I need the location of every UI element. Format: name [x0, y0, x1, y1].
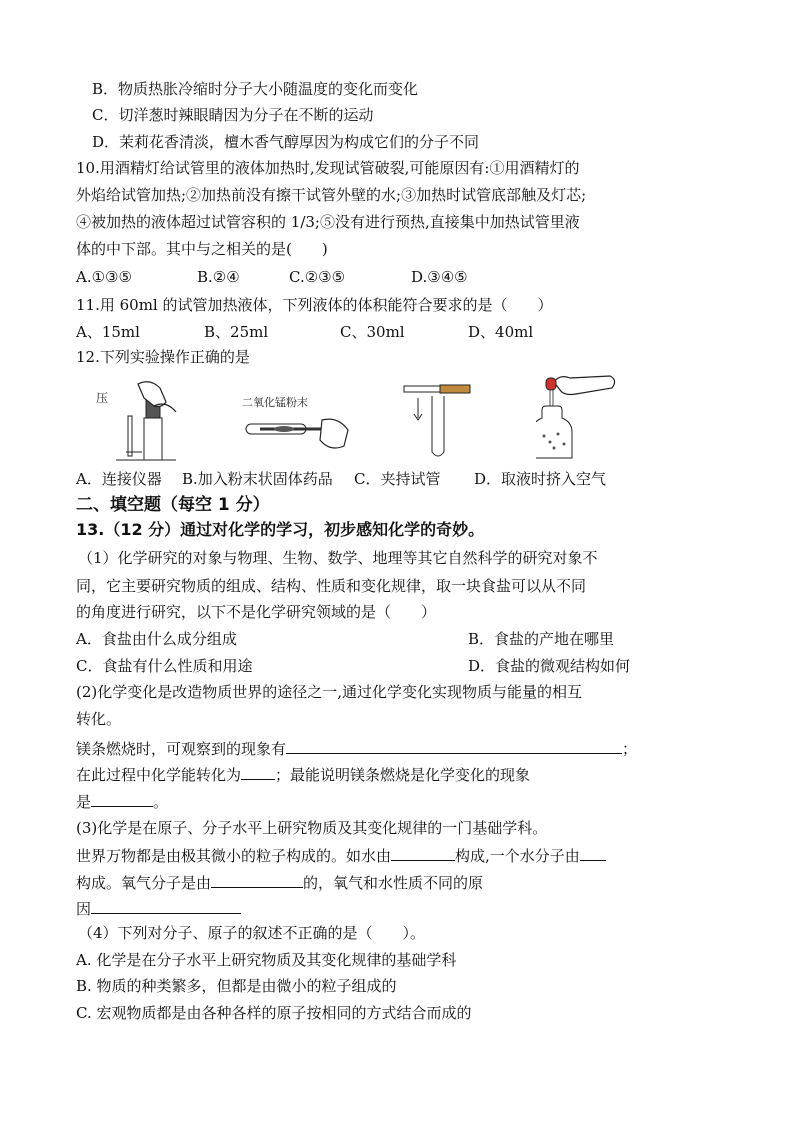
q13-p1-option-d: D．食盐的微观结构如何	[468, 657, 631, 675]
q10-stem-line4: 体的中下部。其中与之相关的是( )	[76, 240, 328, 258]
q13-p3-line4-text: 因	[76, 900, 92, 918]
q13-p2-line3-end: ；	[622, 740, 638, 758]
q13-p4-stem: （4）下列对分子、原子的叙述不正确的是（ ）。	[78, 924, 426, 942]
q10-options	[76, 267, 468, 287]
q13-p2-line4	[76, 764, 530, 785]
q13-p3-line3	[76, 872, 483, 893]
q10-option: B.②④	[197, 268, 240, 286]
answer-blank-reason[interactable]	[91, 898, 241, 914]
q9-option-d: D．茉莉花香清淡，檀木香气醇厚因为构成它们的分子不同	[92, 133, 480, 151]
q10-option: D.③④⑤	[411, 268, 468, 286]
q13-p3-line2b: 构成,一个水分子由	[455, 847, 580, 865]
q13-p2-line5a: 是	[76, 793, 92, 811]
q11-options	[76, 322, 533, 342]
q13-p2-line1: (2)化学变化是改造物质世界的途径之一,通过化学变化实现物质与能量的相互	[76, 683, 583, 701]
q11-option: D、40ml	[468, 323, 534, 341]
q12-figures	[76, 372, 696, 462]
answer-blank-phenomenon[interactable]	[286, 738, 622, 754]
q13-p3-line2a: 世界万物都是由极其微小的粒子构成的。如水由	[76, 847, 392, 865]
q13-title: 13.（12 分）通过对化学的学习，初步感知化学的奇妙。	[76, 520, 485, 539]
answer-blank-energy[interactable]	[241, 764, 275, 780]
fig-b-label: 二氧化锰粉末	[242, 396, 308, 409]
q12-option: B.加入粉末状固体药品	[182, 470, 333, 488]
q13-p2-line4b: ；	[275, 766, 291, 784]
q11-option: B、25ml	[204, 323, 269, 341]
q11-option: A、15ml	[76, 323, 140, 341]
q13-p1-line1: （1）化学研究的对象与物理、生物、数学、地理等其它自然科学的研究对象不	[78, 549, 598, 567]
answer-blank-water-molecule[interactable]	[580, 845, 606, 861]
q10-stem-line3: ④被加热的液体超过试管容积的 1/3;⑤没有进行预热,直接集中加热试管里液	[76, 213, 580, 231]
q12-option: C．夹持试管	[354, 470, 441, 488]
q13-p2-line3-text: 镁条燃烧时，可观察到的现象有	[76, 740, 287, 758]
q10-stem-line2: 外焰给试管加热;②加热前没有擦干试管外壁的水;③加热时试管底部触及灯芯;	[76, 186, 587, 204]
figure-a-connect-apparatus	[76, 372, 186, 464]
q9-option-c: C．切洋葱时辣眼睛因为分子在不断的运动	[92, 106, 374, 124]
q13-p4-option-a: A. 化学是在分子水平上研究物质及其变化规律的基础学科	[76, 951, 457, 969]
q13-p3-line3a: 构成。氧气分子是由	[76, 874, 212, 892]
q12-option: D．取液时挤入空气	[474, 470, 607, 488]
q10-option: A.①③⑤	[76, 268, 132, 286]
q13-p1-option-b: B．食盐的产地在哪里	[468, 630, 615, 648]
q13-p2-line2: 转化。	[76, 710, 122, 728]
q13-p2-line5	[76, 791, 168, 812]
figure-d-dropper	[536, 372, 626, 464]
q13-p3-line2	[76, 845, 606, 866]
q9-option-b: B．物质热胀冷缩时分子大小随温度的变化而变化	[92, 80, 419, 98]
answer-blank-oxygen-molecule[interactable]	[211, 872, 303, 888]
q13-p3-line4	[76, 898, 241, 919]
q13-p4-option-b: B. 物质的种类繁多，但都是由微小的粒子组成的	[76, 977, 397, 995]
q13-p4-option-c: C. 宏观物质都是由各种各样的原子按相同的方式结合而成的	[76, 1004, 472, 1022]
fig-a-label: 压	[96, 391, 109, 405]
figure-b-add-powder	[234, 372, 354, 464]
q13-p2-line4a: 在此过程中化学能转化为	[76, 766, 242, 784]
q10-stem-line1: 10.用酒精灯给试管里的液体加热时,发现试管破裂,可能原因有:①用酒精灯的	[76, 159, 580, 177]
q11-stem: 11.用 60ml 的试管加热液体，下列液体的体积能符合要求的是（ ）	[76, 296, 553, 314]
q12-options	[76, 469, 606, 489]
q13-p2-line3	[76, 738, 637, 759]
q13-p3-line1: (3)化学是在原子、分子水平上研究物质及其变化规律的一门基础学科。	[76, 819, 548, 837]
q13-p2-line5b: 。	[153, 793, 169, 811]
q13-p3-line3b: 的，氧气和水性质不同的原	[303, 874, 484, 892]
q11-option: C、30ml	[340, 323, 405, 341]
answer-blank-water-composition[interactable]	[391, 845, 455, 861]
q13-p1-row1	[76, 629, 237, 649]
q13-p1-line3: 的角度进行研究，以下不是化学研究领域的是（ ）	[76, 603, 437, 621]
figure-c-hold-test-tube	[400, 372, 490, 464]
section-2-title: 二、填空题（每空 1 分）	[76, 495, 270, 515]
q12-stem: 12.下列实验操作正确的是	[76, 348, 250, 366]
q12-option: A．连接仪器	[76, 470, 162, 488]
q13-p1-option-a: A．食盐由什么成分组成	[76, 630, 237, 648]
q13-p2-line4c: 最能说明镁条燃烧是化学变化的现象	[290, 766, 531, 784]
q13-p1-option-c: C．食盐有什么性质和用途	[76, 657, 253, 675]
q10-option: C.②③⑤	[289, 268, 346, 286]
q13-p1-line2: 同，它主要研究物质的组成、结构、性质和变化规律，取一块食盐可以从不同	[76, 577, 587, 595]
answer-blank-evidence[interactable]	[91, 791, 153, 807]
